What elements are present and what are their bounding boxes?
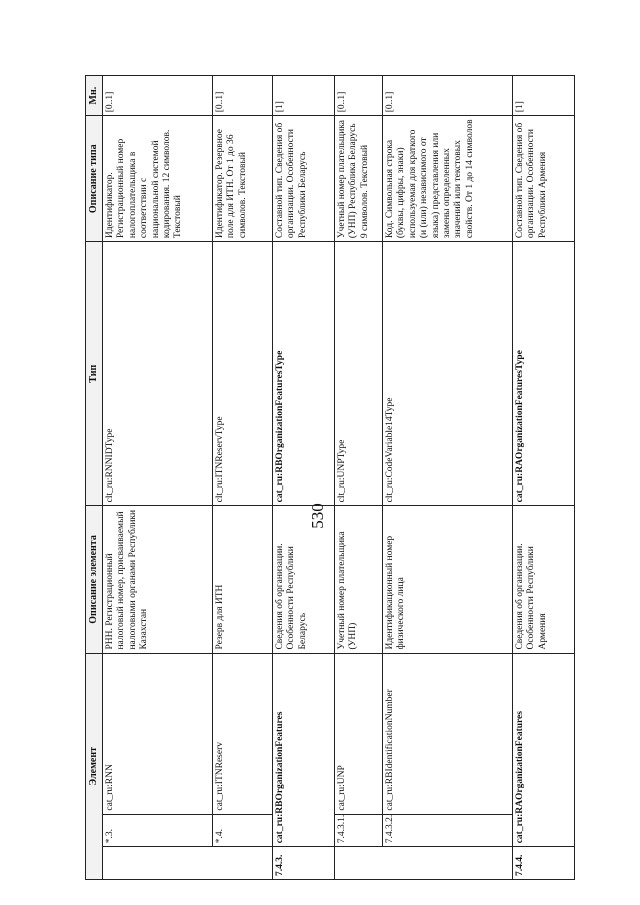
table-row: [103, 76, 213, 880]
cell-type: clt_ru:RNNIDType: [103, 242, 213, 506]
cell-type-desc: Код. Символьная строка (буквы, цифры, знаки) используемая для краткого (и (или) независимого от языка) представления или замены определенных значений или текстовых свойств. От 1 до 14 символов: [383, 116, 513, 242]
cell-type-desc: Составной тип. Сведения об организации. Особенности Республики Армения: [513, 116, 575, 242]
cell-element: cat_ru:UNP: [335, 653, 383, 814]
table-row: [513, 76, 575, 880]
cell-element-desc: РНН. Регистрационный налоговый номер, присваиваемый налоговыми органами Республики Казахстан: [103, 506, 213, 653]
rotated-table: [85, 75, 605, 880]
cell-element-desc: Учетный номер плательщика (УНП): [335, 506, 383, 653]
cell-number-1: [383, 847, 513, 880]
table-row: [273, 76, 335, 880]
cell-number-1: [103, 847, 213, 880]
cell-mult: [1]: [273, 76, 335, 116]
header-element-desc: Описание элемента: [86, 506, 103, 653]
header-element: Элемент: [86, 653, 103, 879]
cell-type: clt_ru:CodeVariable14Type: [383, 242, 513, 506]
cell-type: clt_ru:ITNReservType: [213, 242, 273, 506]
page-number: 530: [308, 503, 327, 529]
cell-mult: [0..1]: [335, 76, 383, 116]
cell-number-1: 7.4.3.: [273, 847, 335, 880]
cell-mult: [0..1]: [213, 76, 273, 116]
cell-element: cat_ru:ITNReserv: [213, 653, 273, 814]
cell-number-2: 7.4.3.1.: [335, 814, 383, 847]
cell-number-2: *.4.: [213, 814, 273, 847]
header-row: [86, 76, 103, 880]
cell-element-desc: Сведения об организации. Особенности Республики Армения: [513, 506, 575, 653]
cell-number-2: 7.4.3.2.: [383, 814, 513, 847]
table-row: [383, 76, 513, 880]
cell-element-desc: Сведения об организации. Особенности Республики Беларусь: [273, 506, 335, 653]
cell-number-1: 7.4.4.: [513, 847, 575, 880]
cell-type-desc: Идентификатор. Резервное поле для ИТН. От 1 до 36 символов. Текстовый: [213, 116, 273, 242]
header-mult: Мн.: [86, 76, 103, 116]
cell-element: cat_ru:RBOrganizationFeatures: [273, 653, 335, 847]
cell-type-desc: Учетный номер плательщика (УНП) Республика Беларусь 9 символов. Текстовый: [335, 116, 383, 242]
elements-table: [85, 75, 575, 880]
cell-mult: [1]: [513, 76, 575, 116]
cell-type: clt_ru:UNPType: [335, 242, 383, 506]
cell-number-1: [213, 847, 273, 880]
table-row: [335, 76, 383, 880]
cell-mult: [0..1]: [383, 76, 513, 116]
cell-type-desc: Составной тип. Сведения об организации. Особенности Республики Беларусь: [273, 116, 335, 242]
cell-type-desc: Идентификатор. Регистрационный номер налогоплательщика в соответствии с национальной системой кодирования. 12 символов. Текстовый: [103, 116, 213, 242]
header-type-desc: Описание типа: [86, 116, 103, 242]
cell-element: cat_ru:RNN: [103, 653, 213, 814]
cell-number-1: [335, 847, 383, 880]
cell-mult: [0..1]: [103, 76, 213, 116]
cell-type: cat_ru:RAOrganizationFeaturesType: [513, 242, 575, 506]
cell-element: cat_ru:RBIdentificationNumber: [383, 653, 513, 814]
cell-element: cat_ru:RAOrganizationFeatures: [513, 653, 575, 847]
cell-element-desc: Идентификационный номер физического лица: [383, 506, 513, 653]
cell-number-2: *.3.: [103, 814, 213, 847]
table-row: [213, 76, 273, 880]
cell-type: cat_ru:RBOrganizationFeaturesType: [273, 242, 335, 506]
header-type: Тип: [86, 242, 103, 506]
cell-element-desc: Резерв для ИТН: [213, 506, 273, 653]
